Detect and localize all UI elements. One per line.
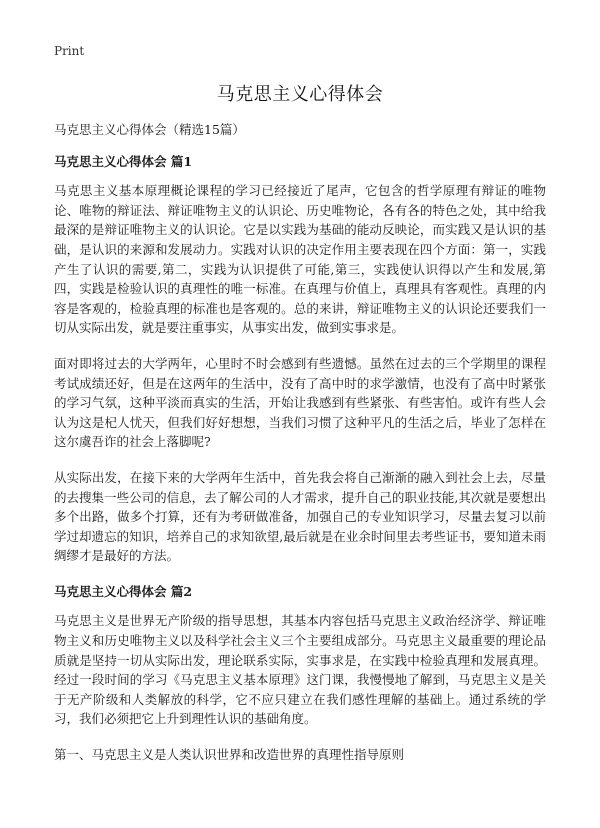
section-heading: 马克思主义心得体会 篇1 — [54, 153, 193, 169]
article-subtitle: 马克思主义心得体会（精选15篇） — [54, 122, 245, 137]
paragraph: 马克思主义是世界无产阶级的指导思想，其基本内容包括马克思主义政治经济学、辩证唯物主义和历史唯物主义以及科学社会主义三个主要组成部分。马克思主义最重要的理论品质就是坚持一切从实际出发，理论联系实际，实事求是，在实践中检验真理和发展真理。经过一段时间的学习《马克思主义基本原理》这门课，我慢慢地了解到，马克思主义是关于无产阶级和人类解放的科学，它不应只建立在我们感性理解的基础上。通过系统的学习，我们必须把它上升到理性认识的基础角度。 — [54, 613, 546, 727]
paragraph: 从实际出发，在接下来的大学两年生活中，首先我会将自己渐渐的融入到社会上去，尽量的去搜集一些公司的信息，去了解公司的人才需求，提升自己的职业技能,其次就是要想出多个出路，做多个打算，还有为考研做准备，加强自己的专业知识学习，尽量去复习以前学过却遗忘的知识，培养自己的求知欲望,最后就是在业余时间里去考些证书，要知道未雨绸缪才是最好的方法。 — [54, 469, 546, 564]
paragraph: 马克思主义基本原理概论课程的学习已经接近了尾声，它包含的哲学原理有辩证的唯物论、唯物的辩证法、辩证唯物主义的认识论、历史唯物论，各有各的特色之处，其中给我最深的是辩证唯物主义的认识论。它是以实践为基础的能动反映论，而实践又是认识的基础，是认识的来源和发展动力。实践对认识的决定作用主要表现在四个方面：第一，实践产生了认识的需要,第二，实践为认识提供了可能,第三，实践使认识得以产生和发展,第四，实践是检验认识的真理性的唯一标准。在真理与价值上，真理具有客观性。真理的内容是客观的，检验真理的标准也是客观的。总的来讲，辩证唯物主义的认识论还要我们一切从实际出发，就是要注重事实，从事实出发，做到实事求是。 — [54, 183, 546, 336]
print-link[interactable]: Print — [54, 44, 85, 58]
section-1 — [54, 152, 546, 566]
paragraph: 面对即将过去的大学两年，心里时不时会感到有些遗憾。虽然在过去的三个学期里的课程考试成绩还好，但是在这两年的生活中，没有了高中时的求学激情，也没有了高中时紧张的学习气氛，这种平淡而真实的生活，开始让我感到有些紧张、有些害怕。或许有些人会认为这是杞人忧天，但我们好好想想，当我们习惯了这种平凡的生活之后，毕业了怎样在这尔虞吾诈的社会上落脚呢? — [54, 355, 546, 450]
page-title: 马克思主义心得体会 — [216, 84, 384, 105]
section-2 — [54, 582, 546, 765]
article-body — [54, 120, 546, 765]
section-heading: 马克思主义心得体会 篇2 — [54, 583, 193, 599]
paragraph: 第一、马克思主义是人类认识世界和改造世界的真理性指导原则 — [54, 747, 405, 763]
